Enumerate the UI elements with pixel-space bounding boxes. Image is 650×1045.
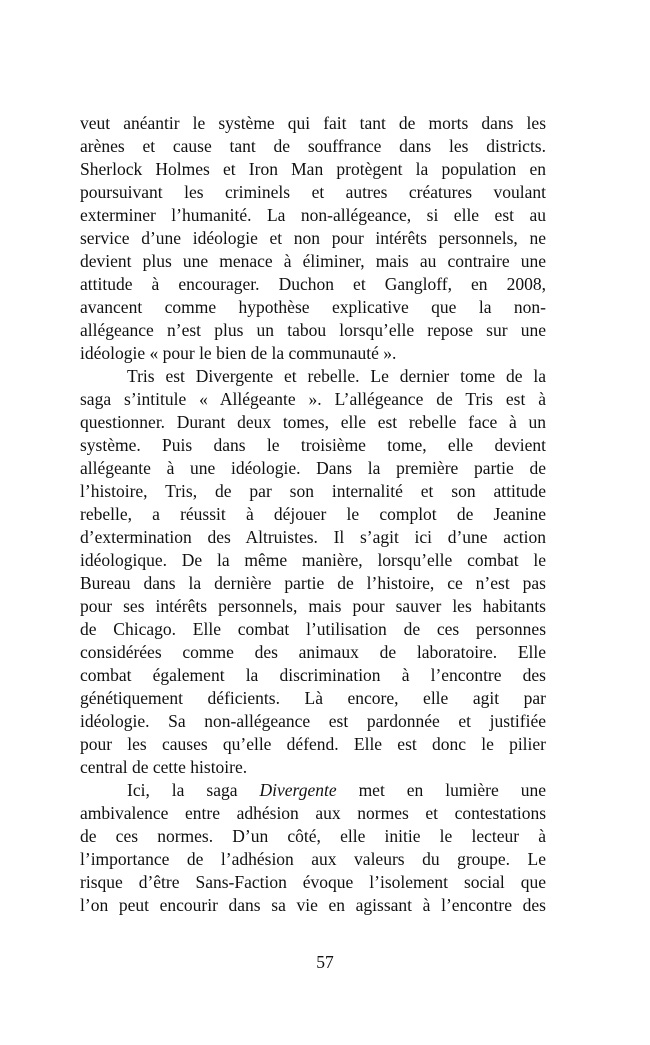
text-line: d’extermination des Altruistes. Il s’agit ici d’une action	[80, 527, 546, 547]
text-line: service d’une idéologie et non pour intérêts personnels, ne	[80, 228, 546, 248]
text-line: attitude à encourager. Duchon et Gangloff, en 2008,	[80, 274, 546, 294]
page-body-text	[80, 112, 546, 917]
text-line: devient plus une menace à éliminer, mais au contraire une	[80, 251, 546, 271]
paragraph-2	[80, 365, 546, 779]
text-line	[80, 779, 546, 802]
text-line: Sherlock Holmes et Iron Man protègent la population en	[80, 159, 546, 179]
text-line: idéologique. De la même manière, lorsqu’elle combat le	[80, 550, 546, 570]
text-line: central de cette histoire.	[80, 757, 248, 777]
text-line: génétiquement déficients. Là encore, elle agit par	[80, 688, 546, 708]
text-line: allégeante à une idéologie. Dans la première partie de	[80, 458, 546, 478]
text-line: l’on peut encourir dans sa vie en agissant à l’encontre des	[80, 895, 546, 915]
text-line: idéologie. Sa non-allégeance est pardonnée et justifiée	[80, 711, 546, 731]
text-line: de ces normes. D’un côté, elle initie le lecteur à	[80, 826, 546, 846]
text-line: allégeance n’est plus un tabou lorsqu’elle repose sur une	[80, 320, 546, 340]
text-line: idéologie « pour le bien de la communauté ».	[80, 343, 397, 363]
text-line: risque d’être Sans-Faction évoque l’isolement social que	[80, 872, 546, 892]
text-line: poursuivant les criminels et autres créatures voulant	[80, 182, 546, 202]
text-line: système. Puis dans le troisième tome, elle devient	[80, 435, 546, 455]
text-line: saga s’intitule « Allégeante ». L’allégeance de Tris est à	[80, 389, 546, 409]
text-run: met en lumière une	[336, 780, 546, 800]
text-run: Ici, la saga	[127, 780, 260, 800]
text-line: ambivalence entre adhésion aux normes et contestations	[80, 803, 546, 823]
text-line: pour les causes qu’elle défend. Elle est donc le pilier	[80, 734, 546, 754]
book-title: Divergente	[259, 780, 337, 800]
text-line: de Chicago. Elle combat l’utilisation de ces personnes	[80, 619, 546, 639]
text-line: l’histoire, Tris, de par son internalité et son attitude	[80, 481, 546, 501]
text-line: Tris est Divergente et rebelle. Le dernier tome de la	[127, 366, 546, 386]
page-number: 57	[316, 952, 334, 972]
paragraph-1	[80, 112, 546, 365]
text-line: questionner. Durant deux tomes, elle est rebelle face à un	[80, 412, 546, 432]
text-line: rebelle, a réussit à déjouer le complot de Jeanine	[80, 504, 546, 524]
text-line: combat également la discrimination à l’encontre des	[80, 665, 546, 685]
text-line: arènes et cause tant de souffrance dans les districts.	[80, 136, 546, 156]
text-line: veut anéantir le système qui fait tant de morts dans les	[80, 113, 546, 133]
text-line: pour ses intérêts personnels, mais pour sauver les habitants	[80, 596, 546, 616]
paragraph-3	[80, 779, 546, 917]
text-line: Bureau dans la dernière partie de l’histoire, ce n’est pas	[80, 573, 546, 593]
text-line: avancent comme hypothèse explicative que la non-	[80, 297, 546, 317]
text-line: considérées comme des animaux de laboratoire. Elle	[80, 642, 546, 662]
text-line: l’importance de l’adhésion aux valeurs du groupe. Le	[80, 849, 546, 869]
text-line: exterminer l’humanité. La non-allégeance, si elle est au	[80, 205, 546, 225]
